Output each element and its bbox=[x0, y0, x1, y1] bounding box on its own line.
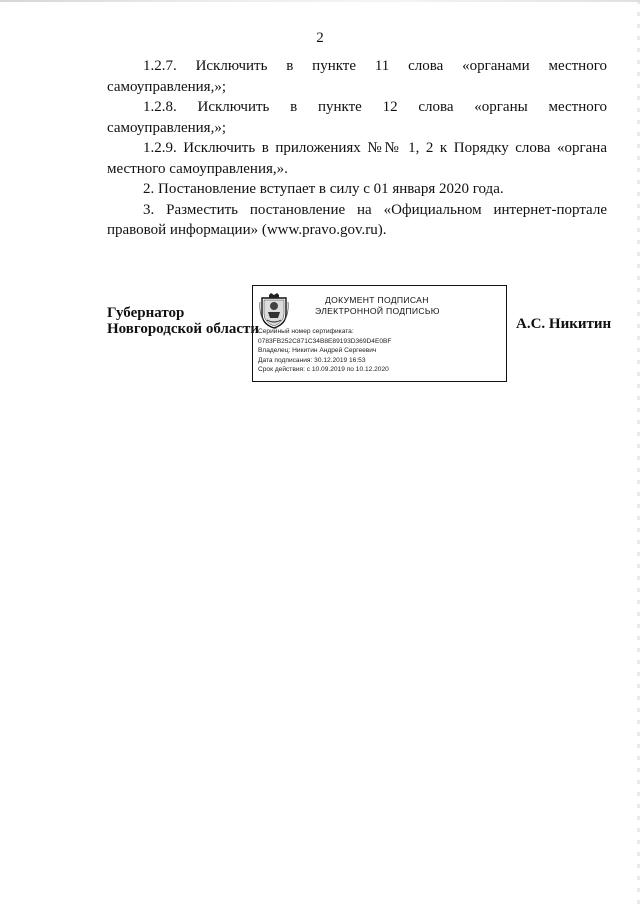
electronic-signature-stamp bbox=[252, 285, 507, 382]
stamp-owner: Владелец: Никитин Андрей Сергеевич bbox=[258, 347, 377, 355]
stamp-serial-value: 0783FB252C871C34B8E89193D369D4E0BF bbox=[258, 337, 392, 345]
document-body bbox=[107, 56, 607, 241]
signatory-name: А.С. Никитин bbox=[516, 316, 612, 332]
stamp-title-line2: ЭЛЕКТРОННОЙ ПОДПИСЬЮ bbox=[315, 306, 440, 316]
stamp-details bbox=[258, 327, 503, 375]
stamp-title-line1: ДОКУМЕНТ ПОДПИСАН bbox=[325, 295, 429, 305]
coat-of-arms-icon bbox=[259, 292, 289, 330]
page-number: 2 bbox=[316, 30, 324, 46]
stamp-signed-date: Дата подписания: 30.12.2019 16:53 bbox=[258, 356, 366, 364]
paragraph-1-2-7: 1.2.7. Исключить в пункте 11 слова «органами местного самоуправления,»; bbox=[107, 58, 607, 95]
signatory-position-line2: Новгородской области bbox=[107, 321, 260, 337]
paragraph-1-2-8: 1.2.8. Исключить в пункте 12 слова «органы местного самоуправления,»; bbox=[107, 99, 607, 136]
stamp-title bbox=[315, 295, 505, 317]
scan-edge-top bbox=[0, 0, 640, 2]
paragraph-3: 3. Разместить постановление на «Официальном интернет-портале правовой информации» (www.pravo.gov.ru). bbox=[107, 201, 607, 238]
paragraph-2: 2. Постановление вступает в силу с 01 января 2020 года. bbox=[143, 181, 504, 197]
paragraph-1-2-9: 1.2.9. Исключить в приложениях №№ 1, 2 к Порядку слова «органа местного самоуправления,». bbox=[107, 140, 607, 177]
signatory-position-line1: Губернатор bbox=[107, 305, 185, 321]
stamp-serial-label: Серийный номер сертификата: bbox=[258, 328, 354, 335]
stamp-validity: Срок действия: с 10.09.2019 по 10.12.2020 bbox=[258, 366, 389, 374]
signatory-position bbox=[107, 305, 259, 337]
